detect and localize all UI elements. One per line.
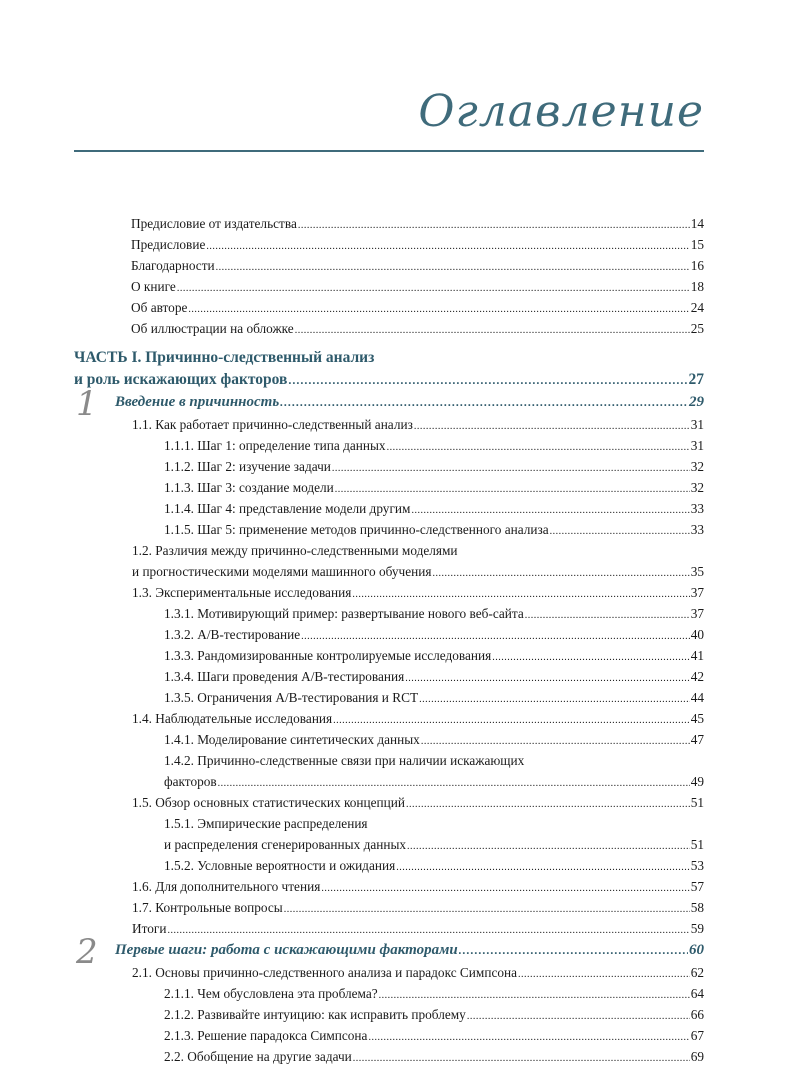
toc-entry[interactable]: 1.3.4. Шаги проведения А/В-тестирования ..... 42 bbox=[74, 666, 704, 687]
toc-entry[interactable]: 1.1.5. Шаг 5: применение методов причинно-следственного анализа ..... 33 bbox=[74, 519, 704, 540]
toc-entry[interactable]: Благодарности ..... 16 bbox=[74, 255, 704, 276]
toc-entry-cont[interactable]: и прогностическими моделями машинного обучения ..... 35 bbox=[74, 561, 704, 582]
chapter-number: 2 bbox=[76, 932, 98, 972]
toc-entry[interactable]: 1.3.2. А/В-тестирование ..... 40 bbox=[74, 624, 704, 645]
table-of-contents bbox=[74, 213, 704, 1067]
toc-entry[interactable]: Об авторе ..... 24 bbox=[74, 297, 704, 318]
toc-entry[interactable]: 1.1.1. Шаг 1: определение типа данных ..... 31 bbox=[74, 435, 704, 456]
page-title: Оглавление bbox=[418, 86, 704, 137]
toc-entry[interactable]: 1.3.1. Мотивирующий пример: развертывание нового веб-сайта ..... 37 bbox=[74, 603, 704, 624]
part-heading-cont[interactable]: и роль искажающих факторов ..... 27 bbox=[74, 369, 704, 391]
toc-entry[interactable]: 2.2. Обобщение на другие задачи ..... 69 bbox=[74, 1046, 704, 1067]
toc-entry[interactable]: 1.5. Обзор основных статистических концепций ..... 51 bbox=[74, 792, 704, 813]
toc-entry-cont[interactable]: факторов ..... 49 bbox=[74, 771, 704, 792]
toc-entry[interactable]: 1.6. Для дополнительного чтения ..... 57 bbox=[74, 876, 704, 897]
toc-entry[interactable]: 1.1.2. Шаг 2: изучение задачи ..... 32 bbox=[74, 456, 704, 477]
toc-entry[interactable]: 1.5.2. Условные вероятности и ожидания ..... 53 bbox=[74, 855, 704, 876]
chapter-number: 1 bbox=[76, 384, 98, 424]
toc-entry[interactable]: 2.1.1. Чем обусловлена эта проблема? ..... 64 bbox=[74, 983, 704, 1004]
toc-entry[interactable]: 1.4.1. Моделирование синтетических данных ..... 47 bbox=[74, 729, 704, 750]
toc-entry[interactable]: 1.3.5. Ограничения А/В-тестирования и RCT ..... 44 bbox=[74, 687, 704, 708]
toc-entry[interactable]: 1.4. Наблюдательные исследования ..... 45 bbox=[74, 708, 704, 729]
toc-entry[interactable]: 2.1. Основы причинно-следственного анализа и парадокс Симпсона ..... 62 bbox=[74, 962, 704, 983]
toc-entry[interactable]: О книге ..... 18 bbox=[74, 276, 704, 297]
toc-entry[interactable]: 2.1.2. Развивайте интуицию: как исправить проблему ..... 66 bbox=[74, 1004, 704, 1025]
chapter-heading[interactable]: 2 Первые шаги: работа с искажающими факторами ..... 60 bbox=[74, 939, 704, 962]
title-rule bbox=[74, 150, 704, 152]
toc-entry[interactable]: 1.1.4. Шаг 4: представление модели другим ..... 33 bbox=[74, 498, 704, 519]
toc-entry[interactable]: Об иллюстрации на обложке ..... 25 bbox=[74, 318, 704, 339]
toc-entry-cont[interactable]: и распределения сгенерированных данных ..... 51 bbox=[74, 834, 704, 855]
chapter-heading[interactable]: 1 Введение в причинность ..... 29 bbox=[74, 391, 704, 414]
toc-entry[interactable]: 1.4.2. Причинно-следственные связи при наличии искажающих bbox=[164, 753, 525, 768]
toc-entry[interactable]: 1.5.1. Эмпирические распределения bbox=[164, 816, 368, 831]
toc-entry[interactable]: Итоги ..... 59 bbox=[74, 918, 704, 939]
toc-entry[interactable]: 1.3.3. Рандомизированные контролируемые исследования ..... 41 bbox=[74, 645, 704, 666]
toc-entry[interactable]: 1.1.3. Шаг 3: создание модели ..... 32 bbox=[74, 477, 704, 498]
toc-entry[interactable]: Предисловие от издательства ..... 14 bbox=[74, 213, 704, 234]
toc-entry[interactable]: 1.7. Контрольные вопросы ..... 58 bbox=[74, 897, 704, 918]
toc-entry[interactable]: Предисловие ..... 15 bbox=[74, 234, 704, 255]
part-heading[interactable]: ЧАСТЬ I. Причинно-следственный анализ bbox=[74, 349, 375, 366]
toc-entry[interactable]: 1.1. Как работает причинно-следственный анализ ..... 31 bbox=[74, 414, 704, 435]
toc-entry[interactable]: 1.2. Различия между причинно-следственными моделями bbox=[132, 543, 458, 558]
toc-entry[interactable]: 1.3. Экспериментальные исследования ..... 37 bbox=[74, 582, 704, 603]
toc-entry[interactable]: 2.1.3. Решение парадокса Симпсона ..... 67 bbox=[74, 1025, 704, 1046]
